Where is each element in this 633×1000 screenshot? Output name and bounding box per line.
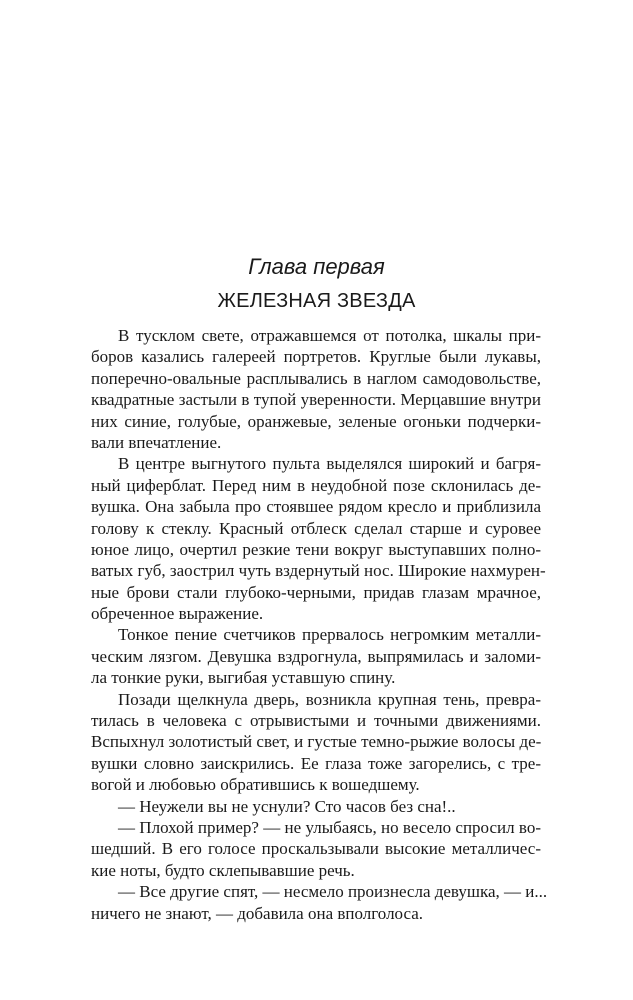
- text-line: боров казались галереей портретов. Круглые были лукавы,: [91, 347, 541, 367]
- text-line: Позади щелкнула дверь, возникла крупная тень, превра-: [118, 689, 541, 709]
- text-line: вушка. Она забыла про стоявшее рядом кресло и приблизила: [91, 497, 541, 517]
- text-line: — Все другие спят, — несмело произнесла девушка, — и...: [118, 882, 548, 902]
- text-line: вогой и любовью обратившись к вошедшему.: [91, 775, 420, 795]
- text-line: Вспыхнул золотистый свет, и густые темно-рыжие волосы де-: [91, 732, 542, 752]
- text-line: вали впечатление.: [91, 432, 222, 452]
- text-line: ла тонкие руки, выгибая уставшую спину.: [91, 668, 396, 688]
- text-line: них синие, голубые, оранжевые, зеленые огоньки подчерки-: [91, 411, 541, 431]
- chapter-body: [91, 325, 548, 924]
- text-line: В тусклом свете, отражавшемся от потолка, шкалы при-: [118, 326, 541, 345]
- text-line: вушки словно заискрились. Ее глаза тоже загорелись, с тре-: [91, 753, 541, 773]
- text-line: ватых губ, заострил чуть вздернутый нос. Широкие нахмурен-: [91, 561, 546, 581]
- text-line: В центре выгнутого пульта выделялся широкий и багря-: [118, 454, 541, 474]
- text-line: — Плохой пример? — не улыбаясь, но весело спросил во-: [118, 817, 541, 837]
- text-line: поперечно-овальные расплывались в наглом самодовольстве,: [91, 368, 541, 388]
- text-line: — Неужели вы не уснули? Сто часов без сна!..: [118, 796, 456, 816]
- text-line: обреченное выражение.: [91, 604, 264, 624]
- text-line: юное лицо, очертил резкие тени вокруг выступавших полно-: [91, 539, 541, 559]
- chapter-title: ЖЕЛЕЗНАЯ ЗВЕЗДА: [217, 290, 416, 312]
- text-line: ческим лязгом. Девушка вздрогнула, выпрямилась и заломи-: [91, 646, 541, 666]
- text-line: ный циферблат. Перед ним в неудобной позе склонилась де-: [91, 475, 541, 495]
- text-line: Тонкое пение счетчиков прервалось негромким металли-: [118, 625, 541, 645]
- text-line: ничего не знают, — добавила она вполголоса.: [91, 903, 424, 923]
- text-line: ные брови стали глубоко-черными, придав глазам мрачное,: [91, 582, 541, 602]
- text-line: шедший. В его голосе проскальзывали высокие металличес-: [91, 839, 541, 859]
- text-line: квадратные застыли в тупой уверенности. Мерцавшие внутри: [91, 390, 541, 410]
- text-line: кие ноты, будто склепывавшие речь.: [91, 860, 355, 880]
- text-line: голову к стеклу. Красный отблеск сделал старше и суровее: [91, 518, 541, 538]
- text-line: тилась в человека с отрывистыми и точными движениями.: [91, 711, 541, 731]
- chapter-label: Глава первая: [248, 254, 385, 279]
